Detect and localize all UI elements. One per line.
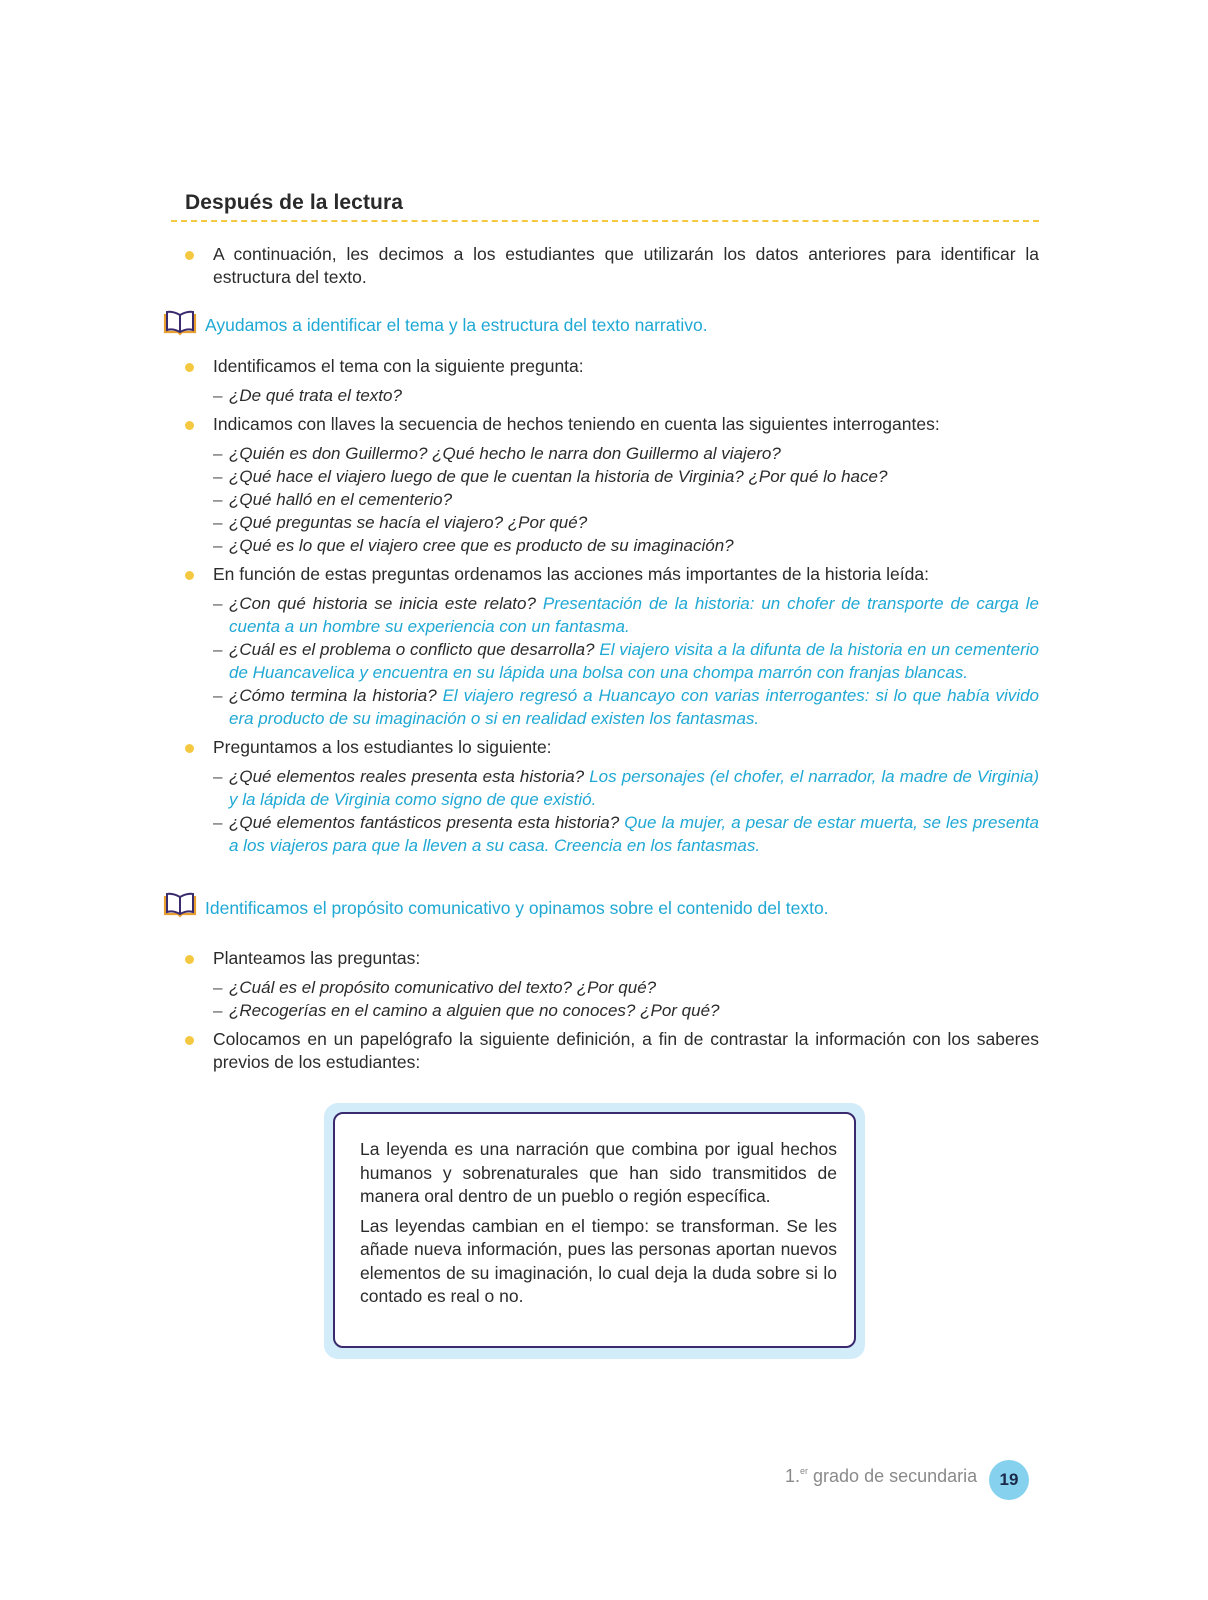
bullet-dot [185, 363, 194, 372]
list-item [185, 413, 1039, 436]
page-number: 19 [999, 1470, 1019, 1489]
section2-content [185, 947, 1039, 1074]
list-item [185, 947, 1039, 970]
bullet-dot [185, 571, 194, 580]
question-text: ¿Quién es don Guillermo? ¿Qué hecho le narra don Guillermo al viajero? [229, 444, 781, 463]
sub-question: – ¿Con qué historia se inicia este relato? Presentación de la historia: un chofer de transporte de carga le cuenta a un hombre su experiencia con un fantasma. [213, 594, 1039, 636]
question-text: ¿Qué es lo que el viajero cree que es producto de su imaginación? [229, 536, 734, 555]
section1-title: Ayudamos a identificar el tema y la estructura del texto narrativo. [205, 315, 708, 335]
question-text: ¿Qué elementos reales presenta esta historia? [229, 767, 585, 786]
sub-question: – ¿Quién es don Guillermo? ¿Qué hecho le narra don Guillermo al viajero? [213, 444, 781, 463]
grade-label [785, 1466, 977, 1487]
list-item [185, 1028, 1039, 1074]
sub-question: – ¿Qué preguntas se hacía el viajero? ¿Por qué? [213, 513, 588, 532]
list-item [185, 563, 1039, 586]
section2-title: Identificamos el propósito comunicativo y opinamos sobre el contenido del texto. [205, 898, 829, 918]
question-text: ¿Cuál es el problema o conflicto que desarrolla? [229, 640, 595, 659]
answer-text: El viajero regresó a Huancayo con varias interrogantes: si lo que había vivido era producto de su imaginación o si en realidad existen los fantasmas. [229, 686, 1039, 728]
definition-paragraph-1: La leyenda es una narración que combina por igual hechos humanos y sobrenaturales que han sido transmitidos de manera oral dentro de un pueblo o región específica. [360, 1139, 837, 1206]
bullet-text: Identificamos el tema con la siguiente pregunta: [213, 356, 584, 376]
heading-divider [171, 220, 1039, 222]
sub-question: – ¿Qué elementos reales presenta esta historia? Los personajes (el chofer, el narrador, la madre de Virginia) y la lápida de Virginia como signo de que existió. [213, 767, 1039, 809]
intro-text: A continuación, les decimos a los estudiantes que utilizarán los datos anteriores para identificar la estructura del texto. [213, 244, 1039, 287]
sub-question: – ¿Qué halló en el cementerio? [213, 490, 453, 509]
question-text: ¿Qué elementos fantásticos presenta esta historia? [229, 813, 620, 832]
bullet-text: En función de estas preguntas ordenamos las acciones más importantes de la historia leída: [213, 564, 929, 584]
sub-question: – ¿Qué hace el viajero luego de que le cuentan la historia de Virginia? ¿Por qué lo hace? [213, 467, 888, 486]
definition-text [360, 1138, 837, 1315]
question-text: ¿Qué preguntas se hacía el viajero? ¿Por qué? [229, 513, 588, 532]
question-text: ¿Qué hace el viajero luego de que le cuentan la historia de Virginia? ¿Por qué lo hace? [229, 467, 888, 486]
bullet-text: Indicamos con llaves la secuencia de hechos teniendo en cuenta las siguientes interrogantes: [213, 414, 940, 434]
sub-question: – ¿Qué elementos fantásticos presenta esta historia? Que la mujer, a pesar de estar muerta, se les presenta a los viajeros para que la lleven a su casa. Creencia en los fantasmas. [213, 813, 1039, 855]
grade-superscript: er [800, 1466, 809, 1476]
bullet-dot [185, 955, 194, 964]
definition-paragraph-2: Las leyendas cambian en el tiempo: se transforman. Se les añade nueva información, pues las personas aportan nuevos elementos de su imaginación, lo cual deja la duda sobre si lo contado es real o no. [360, 1215, 837, 1306]
book-icon [163, 892, 197, 918]
sub-question: – ¿Cuál es el problema o conflicto que desarrolla? El viajero visita a la difunta de la historia en un cementerio de Huancavelica y encuentra en su lápida una bolsa con una chompa marrón con franjas blancas. [213, 640, 1039, 682]
bullet-dot [185, 421, 194, 430]
bullet-dot [185, 1036, 194, 1045]
question-text: ¿Cuál es el propósito comunicativo del texto? ¿Por qué? [229, 978, 657, 997]
sub-question: – ¿Recogerías en el camino a alguien que no conoces? ¿Por qué? [213, 1001, 720, 1020]
bullet-text: Colocamos en un papelógrafo la siguiente definición, a fin de contrastar la información con los saberes previos de los estudiantes: [213, 1029, 1039, 1072]
sub-question: – ¿Cómo termina la historia? El viajero regresó a Huancayo con varias interrogantes: si lo que había vivido era producto de su imaginación o si en realidad existen los fantasmas. [213, 686, 1039, 728]
answer-text: Los personajes (el chofer, el narrador, la madre de Virginia) y la lápida de Virginia como signo de que existió. [229, 767, 1039, 809]
section-heading: Después de la lectura [185, 191, 404, 214]
sub-question: – ¿De qué trata el texto? [213, 386, 402, 405]
bullet-text: Planteamos las preguntas: [213, 948, 421, 968]
answer-text: El viajero visita a la difunta de la historia en un cementerio de Huancavelica y encuentra en su lápida una bolsa con una chompa marrón con franjas blancas. [229, 640, 1039, 682]
grade-text: grado de secundaria [808, 1466, 978, 1486]
sub-question: – ¿Qué es lo que el viajero cree que es producto de su imaginación? [213, 536, 734, 555]
question-text: ¿De qué trata el texto? [229, 386, 402, 405]
question-text: ¿Qué halló en el cementerio? [229, 490, 453, 509]
intro-paragraph [185, 243, 1039, 289]
answer-text: Que la mujer, a pesar de estar muerta, se les presenta a los viajeros para que la lleven a su casa. Creencia en los fantasmas. [229, 813, 1039, 855]
page-number-badge [989, 1460, 1029, 1500]
intro-bullet [185, 243, 1039, 289]
book-icon [163, 310, 197, 336]
list-item [185, 355, 1039, 378]
question-text: ¿Con qué historia se inicia este relato? [229, 594, 536, 613]
question-text: ¿Recogerías en el camino a alguien que no conoces? ¿Por qué? [229, 1001, 720, 1020]
bullet-dot [185, 251, 194, 260]
section1-content [185, 355, 1039, 857]
bullet-text: Preguntamos a los estudiantes lo siguiente: [213, 737, 552, 757]
list-item [185, 736, 1039, 759]
sub-question: – ¿Cuál es el propósito comunicativo del texto? ¿Por qué? [213, 978, 657, 997]
answer-text: Presentación de la historia: un chofer de transporte de carga le cuenta a un hombre su experiencia con un fantasma. [229, 594, 1039, 636]
question-text: ¿Cómo termina la historia? [229, 686, 437, 705]
bullet-dot [185, 744, 194, 753]
grade-number: 1. [785, 1466, 801, 1486]
